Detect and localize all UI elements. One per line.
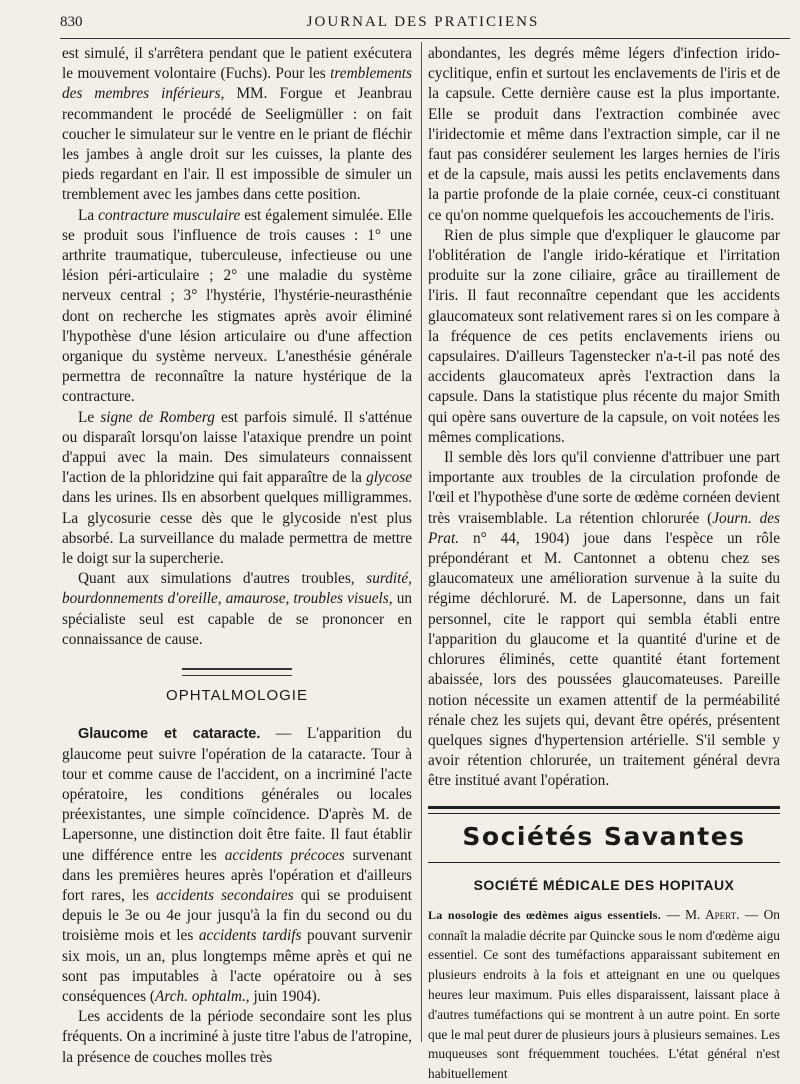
running-title: JOURNAL DES PRATICIENS [306,14,540,30]
italic-run: accidents précoces [224,846,345,864]
italic-run: signe de Romberg [100,408,215,426]
text-run: — On connaît la maladie décrite par Quincke sous le nom d'œdème aigu essentiel. Ce sont des tuméfactions apparaissant subitement en plusieurs endroits à la fois et atteignant en une ou quelques heures leur maximum. Puis elles disparaissent, laissant place à d'autres tuméfactions qui se montrent à un autre point. En sorte que le mal peut durer de plusieurs jours à plusieurs semaines. Les muqueuses sont fréquemment touchées. L'état général n'est habituellement [428,906,780,1082]
header-rule [60,38,790,39]
italic-run: Journ. des Prat. [428,509,780,547]
societes-title: Sociétés Savantes [462,821,746,851]
paragraph [62,1007,412,1068]
italic-run: surdité, bourdonnements d'oreille, amaurose, troubles visuels [62,570,412,608]
text-run: La [78,206,95,224]
paragraph [62,44,412,206]
text-run: Quant aux simulations d'autres troubles, [78,570,355,588]
text-run: Rien de plus simple que d'expliquer le glaucome par l'oblitération de l'angle irido-kératique et l'irritation produite sur la zone ciliaire, grâce au tiraillement de l'iris. Il faut reconnaître cependant que les accidents glaucomateux sont relativement rares si on les compare à la fréquence de ces petits enclavements iriens ou capsulaires. D'ailleurs Tagenstecker n'a-t-il pas noté des accidents glaucomateux après l'extraction dans la capsule. Dans la statistique plus récente du major Smith qui opère sans ouverture de la capsule, on voit notées les mêmes complications. [428,226,780,446]
text-run: qui se produisent depuis le 3e ou 4e jour jusqu'à la fin du second ou du troisième mois et les [62,886,412,945]
section-title: OPHTALMOLOGIE [166,687,308,705]
text-run: Il semble dès lors qu'il convienne d'attribuer une part importante aux troubles de la circulation profonde de l'œil et l'hypothèse d'une sorte de œdème cornéen devient très vraisemblable. La rétention chlorurée ( [428,449,780,527]
italic-run: Arch. ophtalm. [155,987,246,1005]
paragraph [62,408,412,570]
text-run: est parfois simulé. Il s'atténue ou disparaît lorsqu'on laisse l'ataxique prendre un point d'appui avec la main. Des simulateurs connaissent l'action de la phloridzine qui fait apparaître de la [62,408,412,487]
societes-section [428,806,780,1084]
column-divider [421,42,422,1042]
text-run: n° 44, 1904) joue dans l'espèce un rôle prépondérant et M. Cantonnet a obtenu chez ses glaucomateux une amélioration survenue à la suite du régime déchloruré. M. de Lapersonne, dans un fait personnel, cite le rapport qui sembla établi entre l'apparition du glaucome et la quantité d'urine et de chlorures éliminés, cette quantité étant fortement abaissée, lors des poussées glaucomateuses. Pareille notion nécessite un examen attentif de la perméabilité rénale chez les sujets qui, devant être opérés, présentent quelques signes d'hypertension artérielle. S'il semble y avoir rétention chlorurée, un traitement général devra être institué avant l'opération. [428,529,780,790]
left-column [62,44,412,1068]
paragraph [62,206,412,408]
text-run: dans les urines. Ils en absorbent quelques milligrammes. La glycosurie cesse dès que le glycoside n'est plus absorbé. La surveillance du malade permettra de mettre le doigt sur la supercherie. [62,489,412,568]
italic-run: accidents tardifs [198,927,302,945]
right-column [428,44,780,1084]
paragraph [62,724,412,1007]
text-run: est simulé, il s'arrêtera pendant que le patient exécutera le mouvement volontaire (Fuchs). Pour les [62,45,412,83]
author-run: — M. Apert. [666,906,740,922]
section-double-rule [428,806,780,814]
italic-run: accidents secondaires [156,886,294,904]
section-heading-block [62,668,412,706]
paragraph [428,44,780,226]
italic-run: contracture musculaire [98,206,241,224]
paragraph [428,448,780,791]
text-run: Les accidents de la période secondaire sont les plus fréquents. On a incriminé à juste titre l'abus de l'atropine, la présence de couches molles très [62,1008,413,1066]
run-in-heading: Glaucome et cataracte. [78,726,261,743]
italic-run: tremblements des membres inférieurs [62,65,412,103]
section-ornament [182,668,292,676]
text-run: , un spécialiste seul est capable de se prononcer en connaissance de cause. [62,590,412,648]
paragraph [62,569,412,650]
text-run: pouvant survenir six mois, un an, plus longtemps même après et qui ne sont pas imputables à l'acte opératoire ou à ses conséquences ( [62,927,412,1005]
page-number: 830 [60,14,83,30]
text-run: survenant dans les premières heures après l'opération et d'ailleurs fort rares, les [62,846,413,904]
society-heading: SOCIÉTÉ MÉDICALE DES HOPITAUX [473,876,735,893]
text-run: Le [78,408,95,426]
paragraph [428,905,780,1084]
text-run: abondantes, les degrés même légers d'infection irido-cyclitique, enfin et surtout les enclavements de l'iris et de la capsule. Cette dernière cause est la plus importante. Elle se produit dans l'extraction combinée avec l'iridectomie et même dans l'extraction simple, car il ne faut pas considérer seulement les larges hernies de l'iris et de la capsule, mais aussi les petits enclavements dans la partie profonde de la plaie cornée, ceux-ci constituant ce qu'on nomme quelquefois les accouchements de l'iris. [428,45,780,224]
text-run: est également simulée. Elle se produit sous l'influence de trois causes : 1° une arthrite traumatique, tuberculeuse, infectieuse ou une lésion péri-articulaire ; 2° une maladie du système nerveux central ; 3° l'hystérie, l'hystérie-neurasthénie dont on recherche les stigmates après avoir éliminé l'hypothèse d'une lésion articulaire ou d'une affection organique du système nerveux. L'anesthésie générale permettra de reconnaître la nature hystérique de la contracture. [62,206,413,406]
page-header [60,10,786,34]
italic-run: glycose [366,469,412,487]
text-run: , juin 1904). [245,987,321,1005]
section-rule [428,862,780,863]
paragraph [428,226,780,448]
run-in-heading: La nosologie des œdèmes aigus essentiels. [428,907,662,922]
text-run: , MM. Forgue et Jeanbrau recommandent le procédé de Seeligmüller : on fait coucher le simulateur sur le ventre en le priant de fléchir les jambes à angle droit sur les cuisses, la plante des pieds regardant en l'air. Il est impossible de simuler un tremblement avec les jambes dans cette position. [62,85,413,204]
text-run: — L'apparition du glaucome peut suivre l'opération de la cataracte. Tour à tour et comme cause de l'accident, on a incriminé l'acte opératoire, les conditions générales ou locales préexistantes, une simple coïncidence. D'après M. de Lapersonne, une distinction doit être faite. Il faut établir une différence entre les [62,725,413,864]
